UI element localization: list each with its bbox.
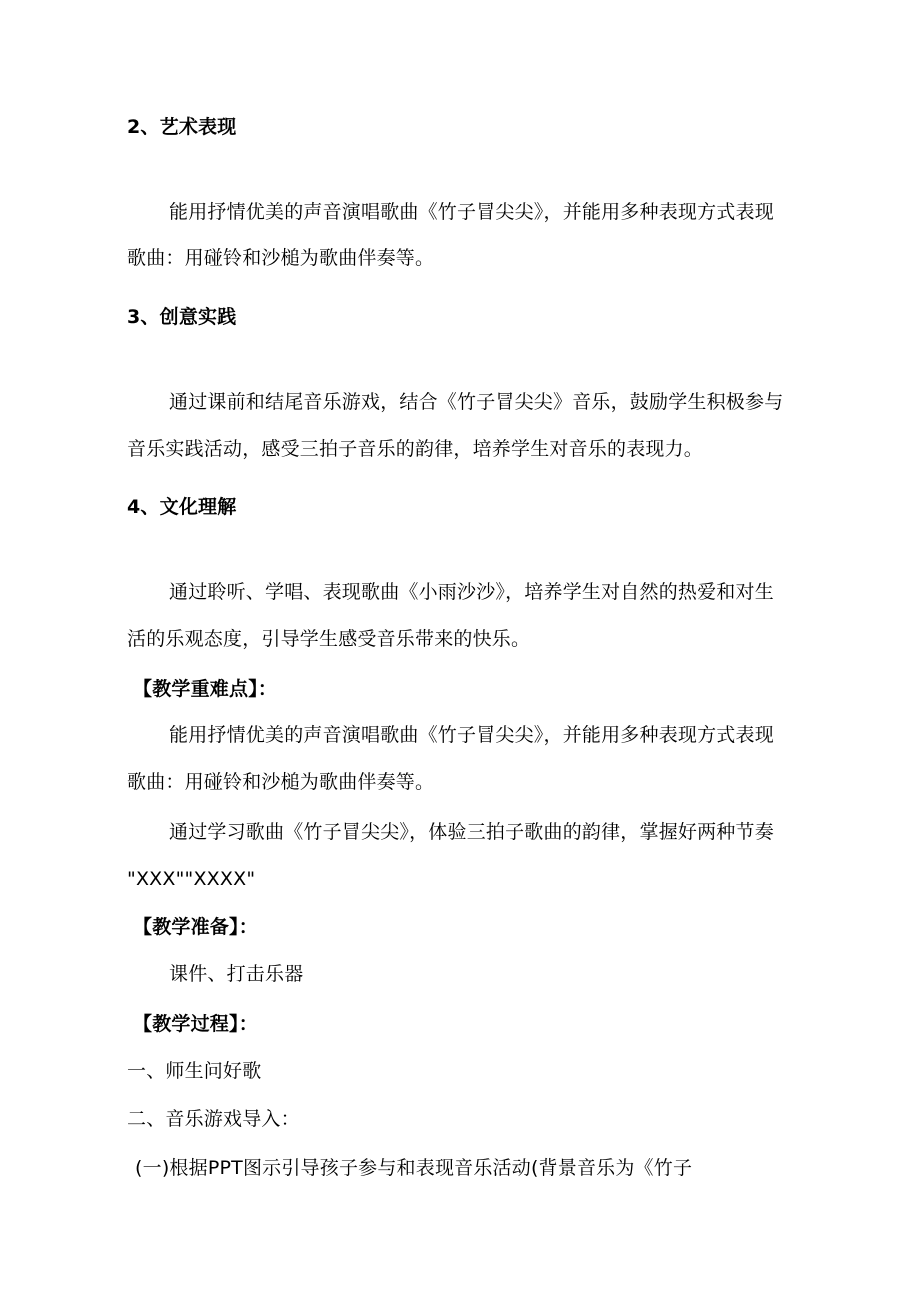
section-heading-art-expression: 2、艺术表现 (127, 116, 237, 138)
paragraph-line: 通过学习歌曲《竹子冒尖尖》，体验三拍子歌曲的韵律，掌握好两种节奏 (169, 821, 774, 843)
process-step-2-sub-1: (一)根据PPT图示引导孩子参与和表现音乐活动(背景音乐为《竹子 (135, 1157, 693, 1179)
paragraph-line: 歌曲：用碰铃和沙槌为歌曲伴奏等。 (127, 771, 435, 793)
process-heading: 【教学过程】： (133, 1013, 258, 1035)
rhythm-pattern: "XXX""XXXX" (127, 868, 256, 890)
key-points-heading: 【教学重难点】： (133, 678, 278, 700)
paragraph-line: 能用抒情优美的声音演唱歌曲《竹子冒尖尖》，并能用多种表现方式表现 (169, 724, 774, 746)
section-heading-creative-practice: 3、创意实践 (127, 306, 237, 328)
preparation-text: 课件、打击乐器 (169, 963, 304, 985)
paragraph-line: 通过聆听、学唱、表现歌曲《小雨沙沙》，培养学生对自然的热爱和对生 (169, 581, 774, 603)
paragraph-line: 能用抒情优美的声音演唱歌曲《竹子冒尖尖》，并能用多种表现方式表现 (169, 201, 774, 223)
process-step-2: 二、音乐游戏导入： (127, 1108, 300, 1130)
paragraph-line: 通过课前和结尾音乐游戏，结合《竹子冒尖尖》音乐，鼓励学生积极参与 (169, 391, 784, 413)
paragraph-line: 歌曲：用碰铃和沙槌为歌曲伴奏等。 (127, 247, 435, 269)
section-heading-cultural-understanding: 4、文化理解 (127, 496, 237, 518)
process-step-1: 一、师生问好歌 (127, 1060, 262, 1082)
paragraph-line: 音乐实践活动，感受三拍子音乐的韵律，培养学生对音乐的表现力。 (127, 438, 704, 460)
paragraph-line: 活的乐观态度，引导学生感受音乐带来的快乐。 (127, 628, 531, 650)
preparation-heading: 【教学准备】： (133, 916, 258, 938)
